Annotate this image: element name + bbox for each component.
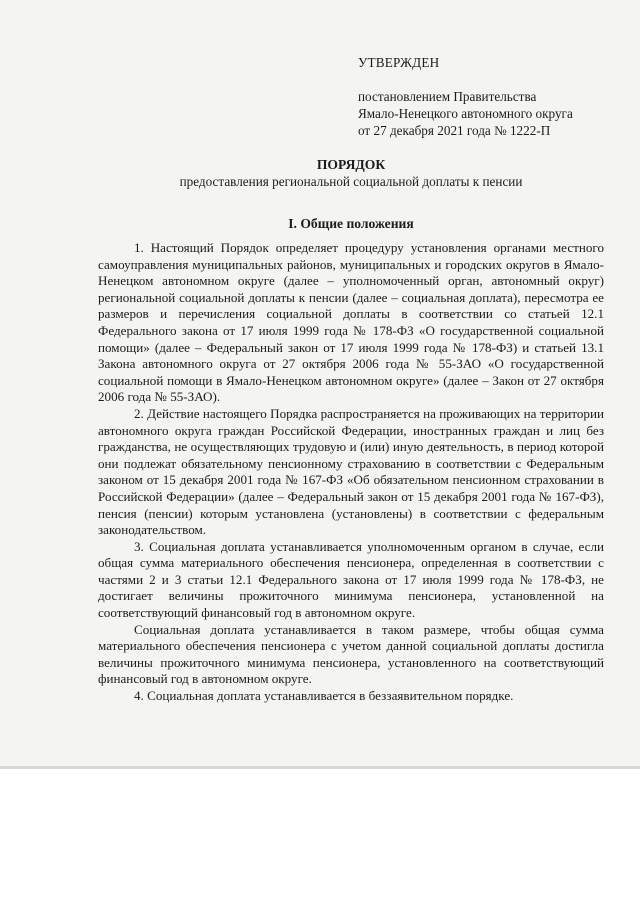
approval-line-2: Ямало-Ненецкого автономного округа [358,106,573,121]
approval-line-3: от 27 декабря 2021 года № 1222-П [358,123,551,138]
paragraph-2: 2. Действие настоящего Порядка распространяется на проживающих на территории автономного округа граждан Российской Федерации, иностранных граждан и лиц без гражданства, не осуществляющих трудовую и (или) иную деятельность, в период которой они подлежат обязательному пенсионному страхованию в соответствии с Федеральным законом от 15 декабря 2001 года № 167-ФЗ «Об обязательном пенсионном страховании в Российской Федерации» (далее – Федеральный закон от 15 декабря 2001 года № 167-ФЗ), пенсия (пенсии) которым установлена (установлены) в соответствии с федеральным законодательством. [98,405,604,538]
approved-label: УТВЕРЖДЕН [358,55,440,70]
paragraph-3: 3. Социальная доплата устанавливается уполномоченным органом в случае, если общая сумма материального обеспечения пенсионера, определенная в соответствии с частями 2 и 3 статьи 12.1 Федерального закона от 17 июля 1999 года № 178-ФЗ, не достигает величины прожиточного минимума пенсионера, установленной на соответствующий финансовый год в автономном округе. [98,538,604,621]
approval-line-1: постановлением Правительства [358,89,537,104]
paragraph-3-continued: Социальная доплата устанавливается в таком размере, чтобы общая сумма материального обеспечения пенсионера с учетом данной социальной доплаты достигла величины прожиточного минимума пенсионера, установленного на соответствующий финансовый год в автономном округе. [98,621,604,687]
document-subtitle: предоставления региональной социальной доплаты к пенсии [179,174,523,189]
paragraph-1: 1. Настоящий Порядок определяет процедуру установления органами местного самоуправления муниципальных районов, муниципальных и городских округов в Ямало-Ненецком автономном округе (далее – уполномоченный орган, автономный округ) региональной социальной доплаты к пенсии (далее – социальная доплата), пересмотра ее размеров и перечисления социальной доплаты в соответствии со статьей 12.1 Федерального закона от 17 июля 1999 года № 178-ФЗ «О государственной социальной помощи» (далее – Федеральный закон от 17 июля 1999 года № 178-ФЗ) и статьей 13.1 Закона автономного округа от 27 октября 2006 года № 55-ЗАО «О государственной социальной помощи в Ямало-Ненецком автономном округе» (далее – Закон от 27 октября 2006 года № 55-ЗАО). [98,240,604,405]
approval-stamp [358,54,628,139]
section-heading: I. Общие положения [288,216,414,231]
paragraph-4: 4. Социальная доплата устанавливается в беззаявительном порядке. [134,688,514,704]
section-body [98,240,604,705]
page-bottom-edge [0,766,640,769]
document-title: ПОРЯДОК [316,157,386,172]
